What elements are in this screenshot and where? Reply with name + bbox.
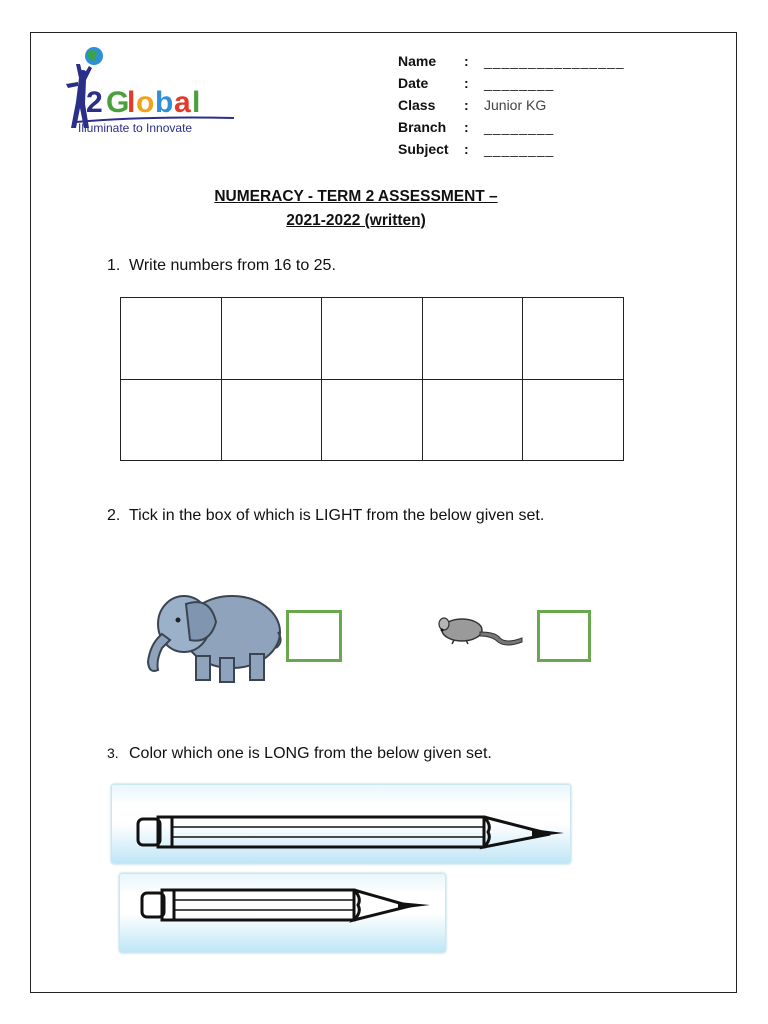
date-field[interactable]: ________ (484, 75, 555, 91)
answer-cell[interactable] (523, 298, 624, 380)
class-label: Class (398, 97, 436, 113)
long-pencil-card[interactable] (111, 784, 571, 864)
answer-cell[interactable] (221, 298, 322, 380)
subject-row: Subject : ________ (398, 138, 625, 160)
name-row: Name : ________________ (398, 50, 625, 72)
elephant-tick-box[interactable] (286, 610, 342, 662)
class-row: Class : Junior KG (398, 94, 625, 116)
question-text: Color which one is LONG from the below given set. (129, 745, 492, 762)
mouse-tick-box[interactable] (537, 610, 591, 662)
answer-cell[interactable] (523, 379, 624, 461)
answer-cell[interactable] (121, 298, 222, 380)
subject-label: Subject (398, 141, 449, 157)
answer-cell[interactable] (322, 298, 423, 380)
assessment-title-line2: 2021-2022 (written) (286, 212, 426, 229)
svg-text:G: G (106, 86, 130, 119)
question-2 (107, 507, 544, 525)
question-3 (107, 745, 492, 763)
answer-cell[interactable] (221, 379, 322, 461)
mouse-image (436, 608, 526, 660)
logo-tagline: Illuminate to Innovate (78, 121, 193, 135)
answer-cell[interactable] (322, 379, 423, 461)
answer-cell[interactable] (121, 379, 222, 461)
question-number: 1. (107, 257, 121, 274)
svg-text:2: 2 (86, 86, 103, 119)
svg-text:o: o (136, 86, 155, 119)
short-pencil-card[interactable] (119, 873, 446, 953)
number-writing-grid (120, 297, 624, 461)
long-pencil-icon (112, 785, 570, 863)
student-info-block (398, 50, 625, 160)
svg-text:l: l (127, 86, 136, 119)
svg-text:b: b (155, 86, 174, 119)
question-number: 3. (107, 745, 119, 761)
question-1 (107, 257, 336, 275)
name-label: Name (398, 53, 437, 69)
question-text: Tick in the box of which is LIGHT from the below given set. (129, 507, 545, 524)
name-field[interactable]: ________________ (484, 53, 625, 69)
short-pencil-icon (120, 874, 445, 952)
school-logo (56, 44, 256, 138)
class-value: Junior KG (484, 97, 547, 113)
question-text: Write numbers from 16 to 25. (129, 257, 336, 274)
svg-text:a: a (174, 86, 191, 119)
branch-row: Branch : ________ (398, 116, 625, 138)
assessment-title-line1: NUMERACY - TERM 2 ASSESSMENT – (214, 188, 498, 205)
branch-label: Branch (398, 119, 447, 135)
elephant-image (140, 582, 286, 688)
date-label: Date (398, 75, 429, 91)
answer-cell[interactable] (422, 379, 523, 461)
date-row: Date : ________ (398, 72, 625, 94)
svg-text:l: l (192, 86, 201, 119)
subject-field[interactable]: ________ (484, 141, 555, 157)
question-number: 2. (107, 507, 121, 524)
answer-cell[interactable] (422, 298, 523, 380)
branch-field[interactable]: ________ (484, 119, 555, 135)
